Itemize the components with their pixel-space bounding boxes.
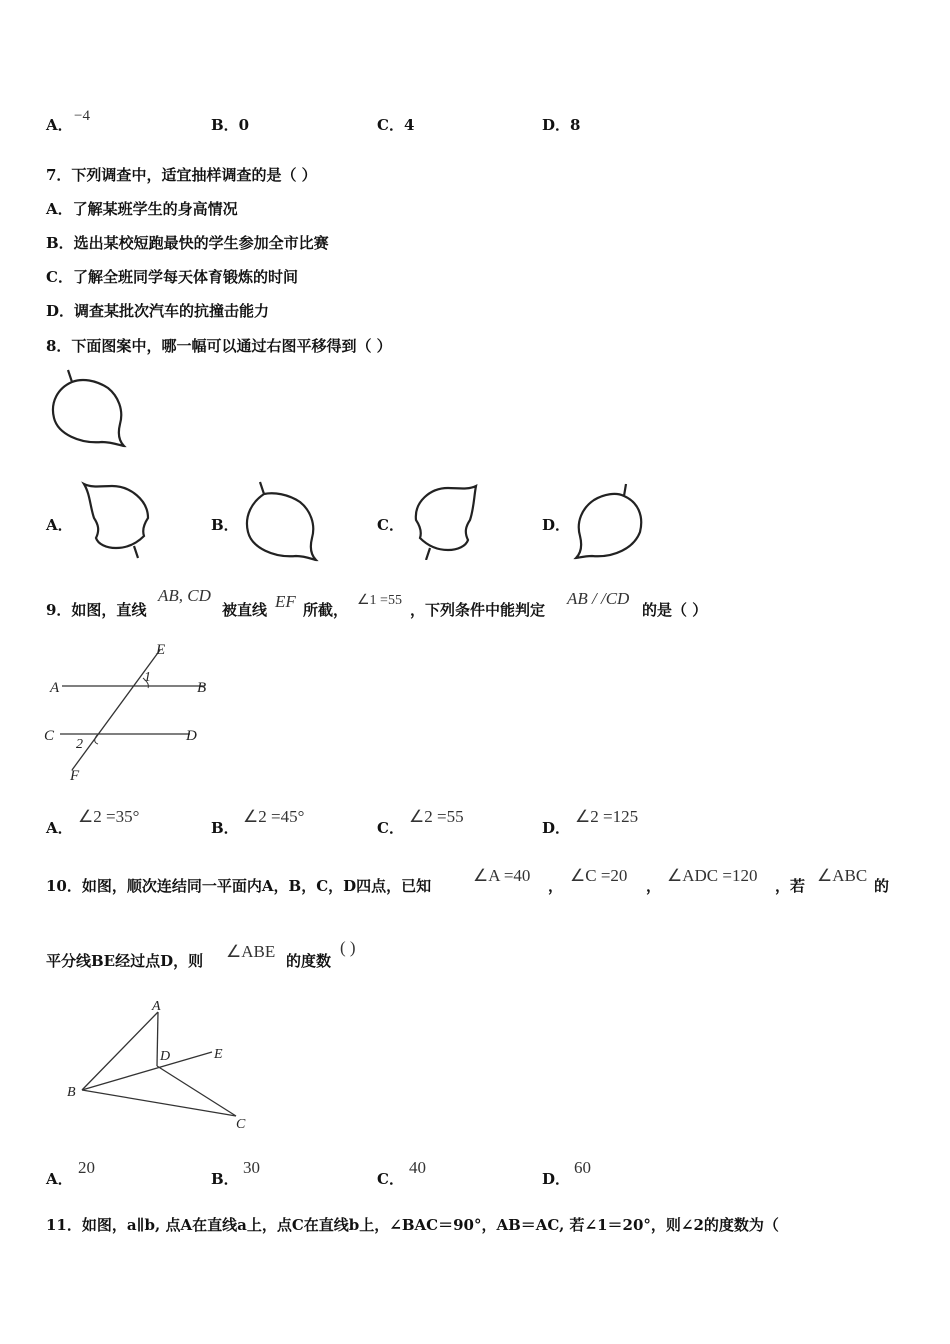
q9-option-b-label: B． <box>211 819 239 837</box>
q9-label-d: D <box>186 728 197 744</box>
q7-option-a: A．了解某班学生的身高情况 <box>46 200 238 218</box>
q9-parallel-lines-figure <box>40 636 220 786</box>
q10-line2-1: 平分线BE经过点D，则 <box>46 952 204 970</box>
q9-option-b-value: ∠2 =45° <box>243 807 305 826</box>
q9-option-d-value: ∠2 =125 <box>575 807 639 826</box>
q6-option-d: D．8 <box>542 116 581 134</box>
q10-line2-2: 的度数 <box>286 952 332 970</box>
q7-stem: 7．下列调查中，适宜抽样调查的是（ ） <box>46 166 317 184</box>
q10-option-d-label: D． <box>542 1170 571 1188</box>
q9-label-e: E <box>156 642 166 658</box>
q10-sep-2: ， <box>646 877 662 895</box>
q9-option-a-value: ∠2 =35° <box>78 807 140 826</box>
q10-option-b-label: B． <box>211 1170 239 1188</box>
q9-stem-1: 9．如图，直线 <box>46 601 147 619</box>
q9-stem-4: ，下列条件中能判定 <box>410 601 546 619</box>
q9-stem-3: 所截， <box>303 601 349 619</box>
q8-stem: 8．下面图案中，哪一幅可以通过右图平移得到（ ） <box>46 337 392 355</box>
q10-option-a-value: 20 <box>78 1158 95 1177</box>
q8-option-d-leaf <box>572 482 652 562</box>
q10-math-angle-abc: ∠ABC <box>817 866 868 885</box>
q6-option-b: B．0 <box>211 116 250 134</box>
q10-option-a-label: A． <box>46 1170 73 1188</box>
q10-sep-1: ， <box>548 877 564 895</box>
q10-label-b: B <box>67 1085 76 1100</box>
q6-option-c: C．4 <box>377 116 415 134</box>
q10-option-b-value: 30 <box>243 1158 260 1177</box>
q9-option-a-label: A． <box>46 819 73 837</box>
q10-math-angle-a: ∠A =40 <box>473 866 531 885</box>
q9-option-c-label: C． <box>377 819 404 837</box>
q8-option-a-label: A． <box>46 516 73 534</box>
q9-label-c: C <box>44 728 55 744</box>
q7-option-c: C．了解全班同学每天体育锻炼的时间 <box>46 268 298 286</box>
q10-math-angle-c: ∠C =20 <box>570 866 628 885</box>
q9-option-c-value: ∠2 =55 <box>409 807 464 826</box>
q8-reference-leaf-figure <box>44 366 134 456</box>
q7-option-d: D．调查某批次汽车的抗撞击能力 <box>46 302 270 320</box>
q8-option-c-label: C． <box>377 516 404 534</box>
q10-label-a: A <box>152 999 161 1014</box>
q6-option-a-value: −4 <box>74 108 90 124</box>
q10-option-c-label: C． <box>377 1170 404 1188</box>
q9-option-d-label: D． <box>542 819 571 837</box>
q8-option-b-label: B． <box>211 516 239 534</box>
q8-option-b-leaf <box>240 478 320 563</box>
q9-stem-2: 被直线 <box>222 601 268 619</box>
q8-option-d-label: D． <box>542 516 571 534</box>
q9-stem-5: 的是（ ） <box>642 601 708 619</box>
q10-quadrilateral-figure <box>62 996 262 1136</box>
q9-label-angle1: 1 <box>144 670 151 685</box>
q8-option-c-leaf <box>408 480 488 560</box>
q10-stem-2: ，若 <box>775 877 806 895</box>
q10-math-parens: ( ) <box>340 938 356 957</box>
q8-option-a-leaf <box>78 480 158 560</box>
q10-math-angle-adc: ∠ADC =120 <box>667 866 758 885</box>
q10-stem-1: 10．如图，顺次连结同一平面内A，B，C，D四点，已知 <box>46 877 432 895</box>
q10-stem-3: 的 <box>874 877 890 895</box>
q10-option-d-value: 60 <box>574 1158 591 1177</box>
q7-option-b: B．选出某校短跑最快的学生参加全市比赛 <box>46 234 329 252</box>
q9-label-angle2: 2 <box>76 737 83 752</box>
q10-option-c-value: 40 <box>409 1158 426 1177</box>
q11-stem: 11．如图，a∥b, 点A在直线a上，点C在直线b上，∠BAC＝90°，AB＝AC, 若∠1＝20°，则∠2的度数为（ <box>46 1216 779 1234</box>
q9-math-ab-parallel-cd: AB / /CD <box>567 589 630 608</box>
q10-math-angle-abe: ∠ABE <box>226 942 276 961</box>
q10-label-d: D <box>160 1049 171 1064</box>
q9-math-ef: EF <box>275 592 296 611</box>
q9-label-b: B <box>197 680 207 696</box>
q6-option-a-label: A． <box>46 116 73 134</box>
q9-math-angle1: ∠1 =55 <box>357 593 402 608</box>
q9-label-a: A <box>50 680 60 696</box>
q10-label-e: E <box>214 1047 223 1062</box>
q9-math-ab-cd: AB, CD <box>158 586 211 605</box>
q10-label-c: C <box>236 1117 246 1132</box>
q9-label-f: F <box>70 768 80 784</box>
